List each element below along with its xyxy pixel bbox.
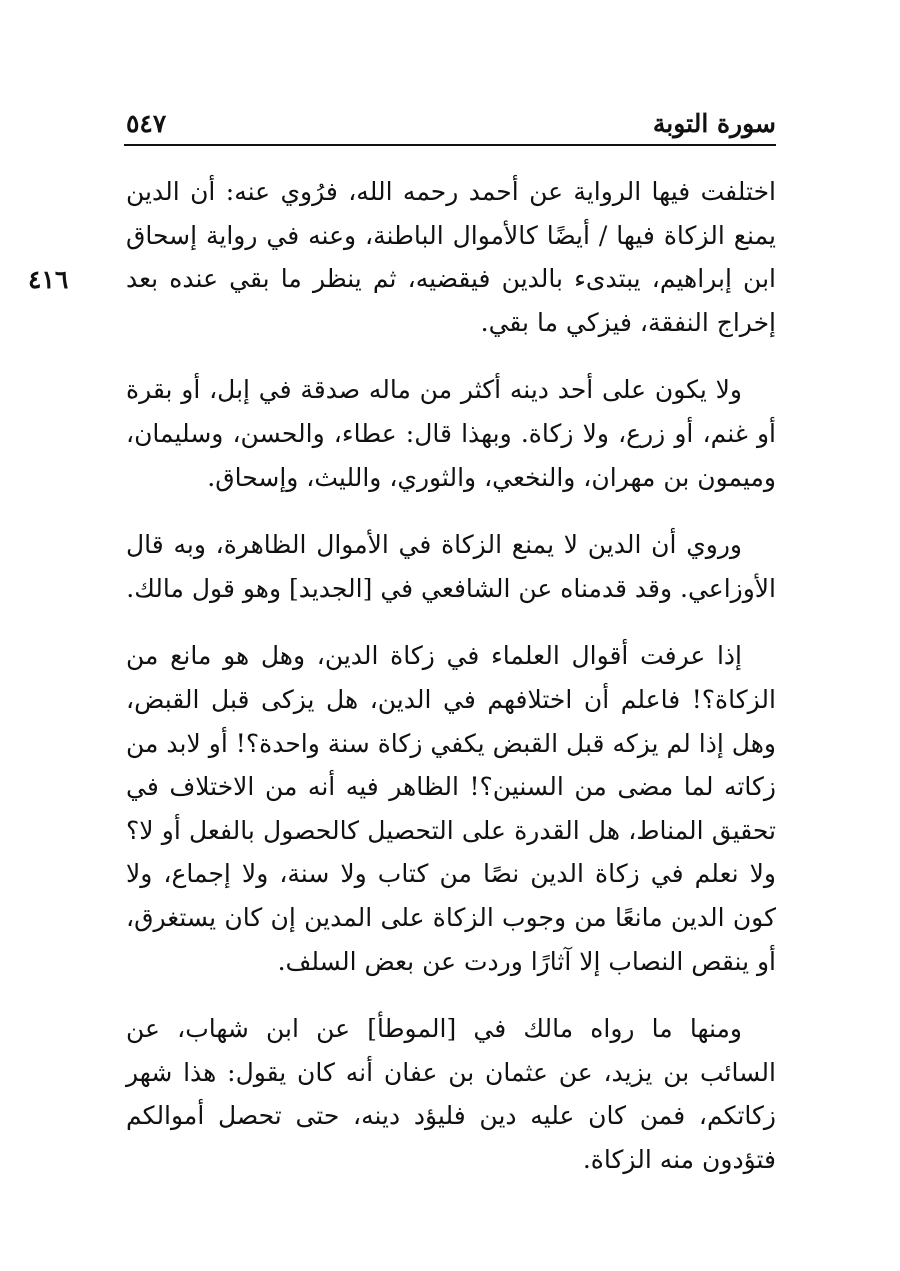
- paragraph-1: اختلفت فيها الرواية عن أحمد رحمه الله، فرُوي عنه: أن الدين يمنع الزكاة فيها / أيضًا كالأموال الباطنة، وعنه في رواية إسحاق ابن إبراهيم، يبتدىء بالدين فيقضيه، ثم ينظر ما بقي عنده بعد إخراج النفقة، فيزكي ما بقي.: [126, 177, 776, 337]
- body-text: [126, 170, 776, 1205]
- paragraph-4: إذا عرفت أقوال العلماء في زكاة الدين، وهل هو مانع من الزكاة؟! فاعلم أن اختلافهم في الدين، هل يزكى قبل القبض، وهل إذا لم يزكه قبل القبض يكفي زكاة سنة واحدة؟! أو لابد من زكاته لما مضى من السنين؟! الظاهر فيه أنه من الاختلاف في تحقيق المناط، هل القدرة على التحصيل كالحصول بالفعل أو لا؟ ولا نعلم في زكاة الدين نصًا من كتاب ولا سنة، ولا إجماع، ولا كون الدين مانعًا من وجوب الزكاة على المدين إن كان يستغرق، أو ينقص النصاب إلا آثارًا وردت عن بعض السلف.: [126, 641, 776, 976]
- margin-page-reference: ٤١٦: [28, 265, 69, 294]
- surah-title: سورة التوبة: [652, 109, 776, 138]
- page-number: ٥٤٧: [126, 109, 167, 138]
- paragraph-2: ولا يكون على أحد دينه أكثر من ماله صدقة في إبل، أو بقرة أو غنم، أو زرع، ولا زكاة. وبهذا قال: عطاء، والحسن، وسليمان، وميمون بن مهران، والنخعي، والثوري، والليث، وإسحاق.: [126, 375, 776, 492]
- running-header: [124, 100, 776, 146]
- paragraph-5: ومنها ما رواه مالك في [الموطأ] عن ابن شهاب، عن السائب بن يزيد، عن عثمان بن عفان أنه كان يقول: هذا شهر زكاتكم، فمن كان عليه دين فليؤد دينه، حتى تحصل أموالكم فتؤدون منه الزكاة.: [126, 1014, 776, 1174]
- paragraph-3: وروي أن الدين لا يمنع الزكاة في الأموال الظاهرة، وبه قال الأوزاعي. وقد قدمناه عن الشافعي في [الجديد] وهو قول مالك.: [126, 530, 776, 603]
